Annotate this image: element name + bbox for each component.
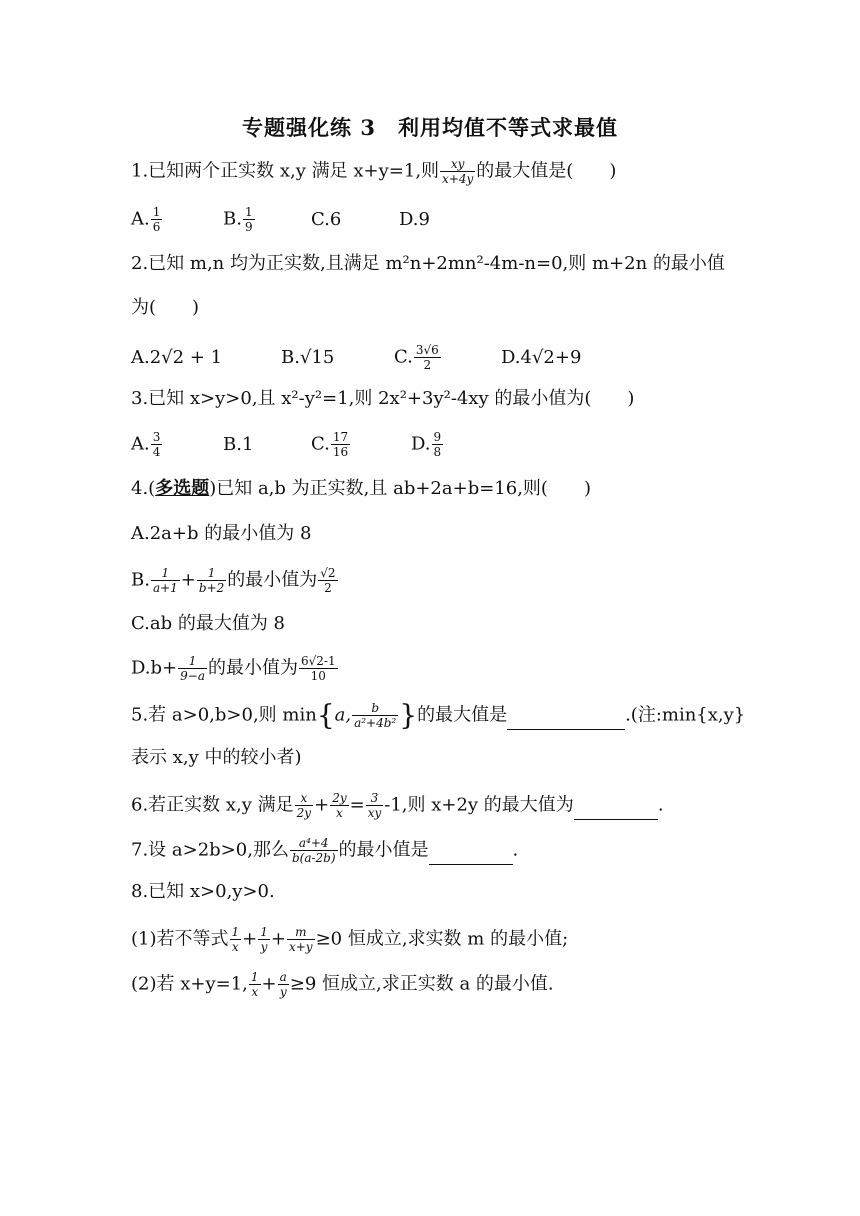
question-1-options [131, 205, 430, 234]
option-c: C. $\frac{17}{16}$ [311, 430, 349, 459]
option-a: A. $\frac{3}{4}$ [131, 430, 161, 459]
page-title: 专题强化练 3 利用均值不等式求最值 [242, 115, 618, 140]
question-6-stem: 6.若正实数 x,y 满足 $\frac{x}{2y}$ + $\frac{2y}{x}$ = $\frac{3}{xy}$ -1,则 x+2y 的最大值为 . [131, 791, 664, 820]
question-4-option-b: B. $\frac{1}{a+1}$ + $\frac{1}{b+2}$ 的最小值为 $\frac{√2}{2}$ [131, 566, 336, 595]
option-c: C. $\frac{3√6}{2}$ [394, 343, 439, 372]
question-2-stem-cont: 为( ) [131, 297, 200, 318]
question-1-stem: 1.已知两个正实数 x,y 满足 x+y=1,则 $\frac{xy}{x+4y}$ 的最大值是( ) [131, 157, 617, 186]
option-a: A.2√2 + 1 [131, 346, 223, 368]
answer-blank[interactable] [574, 801, 658, 820]
option-d: D.4√2+9 [501, 346, 582, 368]
option-b: B.√15 [281, 346, 335, 368]
question-5-stem: 5.若 a>0,b>0,则 min{a, $\frac{b}{\text{a²+4b²}}$ }的最大值是 .(注:min{x,y} [131, 698, 746, 732]
fraction: $\frac{xy}{x+4y}$ [442, 157, 474, 186]
question-7-stem: 7.设 a>2b>0,那么 $\frac{\text{a⁴+4}}{b(a-2b)}$ 的最小值是 . [131, 836, 519, 865]
question-5-note: 表示 x,y 中的较小者) [131, 747, 302, 768]
question-8-stem: 8.已知 x>0,y>0. [131, 881, 275, 902]
multi-choice-tag: 多选题 [155, 478, 210, 499]
question-2-stem: 2.已知 m,n 均为正实数,且满足 m²n+2mn²-4m-n=0,则 m+2n 的最小值 [131, 253, 725, 274]
question-8-part-1: (1)若不等式 $\frac{1}{x}$ + $\frac{1}{y}$ + $\frac{m}{x+y}$ ≥0 恒成立,求实数 m 的最小值; [131, 925, 569, 954]
option-d: D.9 [399, 208, 430, 230]
answer-blank[interactable] [429, 846, 513, 865]
question-3-options [131, 430, 444, 459]
question-4-stem: 4.(多选题)已知 a,b 为正实数,且 ab+2a+b=16,则( ) [131, 478, 591, 499]
question-4-option-a: A.2a+b 的最小值为 8 [131, 523, 312, 544]
question-2-options [131, 343, 581, 372]
option-b: B. $\frac{1}{9}$ [223, 205, 253, 234]
question-8-part-2: (2)若 x+y=1, $\frac{1}{x}$ + $\frac{a}{y}$ ≥9 恒成立,求正实数 a 的最小值. [131, 970, 554, 999]
option-a: A. $\frac{1}{6}$ [131, 205, 161, 234]
option-c: C.6 [311, 208, 342, 230]
question-4-option-d: D.b+ $\frac{1}{9-a}$ 的最小值为 $\frac{6√2-1}{10}$ [131, 654, 336, 683]
question-4-option-c: C.ab 的最大值为 8 [131, 613, 286, 634]
option-d: D. $\frac{9}{8}$ [411, 430, 442, 459]
option-b: B.1 [223, 433, 254, 455]
answer-blank[interactable] [507, 711, 625, 730]
question-3-stem: 3.已知 x>y>0,且 x²-y²=1,则 2x²+3y²-4xy 的最小值为( ) [131, 388, 635, 409]
